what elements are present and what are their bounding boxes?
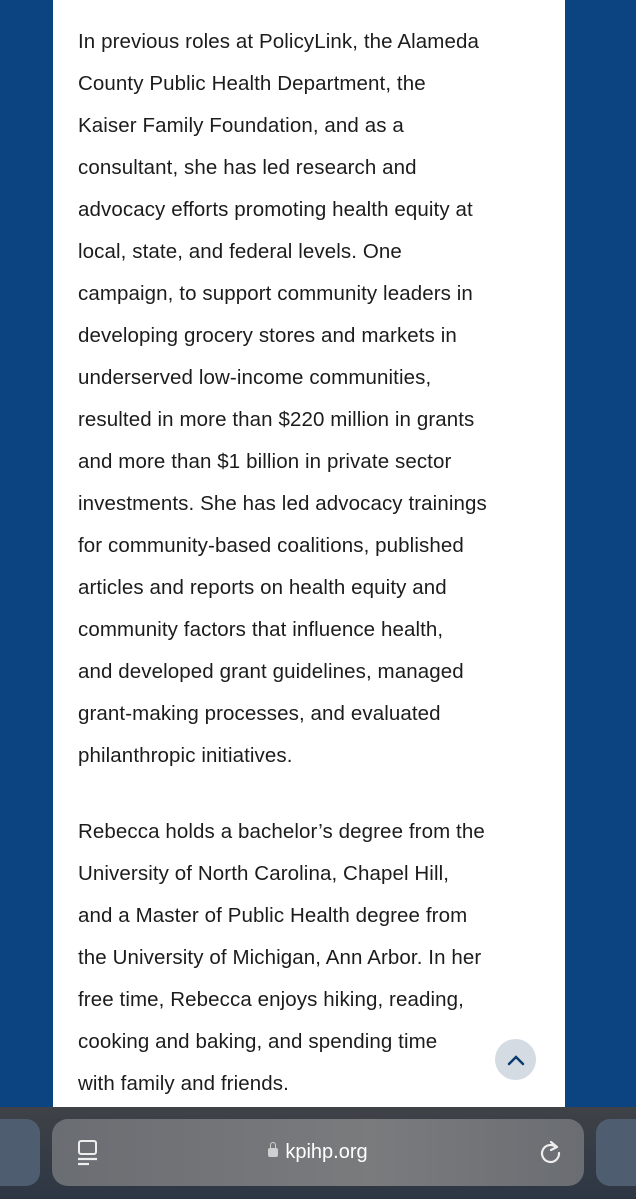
text-line: the University of Michigan, Ann Arbor. In her: [78, 946, 482, 969]
text-line: developing grocery stores and markets in: [78, 324, 457, 347]
text-line: free time, Rebecca enjoys hiking, reading,: [78, 988, 464, 1011]
text-line: and a Master of Public Health degree from: [78, 904, 468, 927]
text-line: campaign, to support community leaders in: [78, 282, 473, 305]
text-line: underserved low-income communities,: [78, 366, 432, 389]
address-bar[interactable]: [52, 1119, 584, 1186]
lock-icon: [268, 1148, 278, 1157]
scroll-to-top-button[interactable]: [495, 1039, 536, 1080]
text-line: grant-making processes, and evaluated: [78, 702, 441, 725]
text-line: philanthropic initiatives.: [78, 744, 293, 767]
text-line: Rebecca holds a bachelor’s degree from the: [78, 820, 485, 843]
text-line: In previous roles at PolicyLink, the Alameda: [78, 30, 479, 53]
browser-toolbar: [0, 1107, 636, 1199]
domain-label: kpihp.org: [285, 1141, 368, 1163]
paragraph-previous-roles: [78, 21, 558, 777]
text-line: cooking and baking, and spending time: [78, 1030, 438, 1053]
previous-tab[interactable]: [0, 1119, 40, 1186]
next-tab[interactable]: [596, 1119, 636, 1186]
chevron-up-icon: [507, 1054, 525, 1066]
text-line: resulted in more than $220 million in grants: [78, 408, 475, 431]
article-card: [53, 0, 565, 1107]
text-line: and developed grant guidelines, managed: [78, 660, 464, 683]
text-line: advocacy efforts promoting health equity at: [78, 198, 473, 221]
text-line: County Public Health Department, the: [78, 72, 426, 95]
text-line: articles and reports on health equity and: [78, 576, 447, 599]
text-line: community factors that influence health,: [78, 618, 444, 641]
reload-icon[interactable]: [539, 1140, 563, 1166]
text-line: consultant, she has led research and: [78, 156, 417, 179]
text-line: investments. She has led advocacy trainings: [78, 492, 487, 515]
paragraph-education: [78, 811, 558, 1105]
text-line: University of North Carolina, Chapel Hill,: [78, 862, 450, 885]
text-line: for community-based coalitions, published: [78, 534, 464, 557]
text-line: Kaiser Family Foundation, and as a: [78, 114, 404, 137]
text-line: with family and friends.: [78, 1072, 289, 1095]
text-line: local, state, and federal levels. One: [78, 240, 402, 263]
text-line: and more than $1 billion in private sector: [78, 450, 452, 473]
